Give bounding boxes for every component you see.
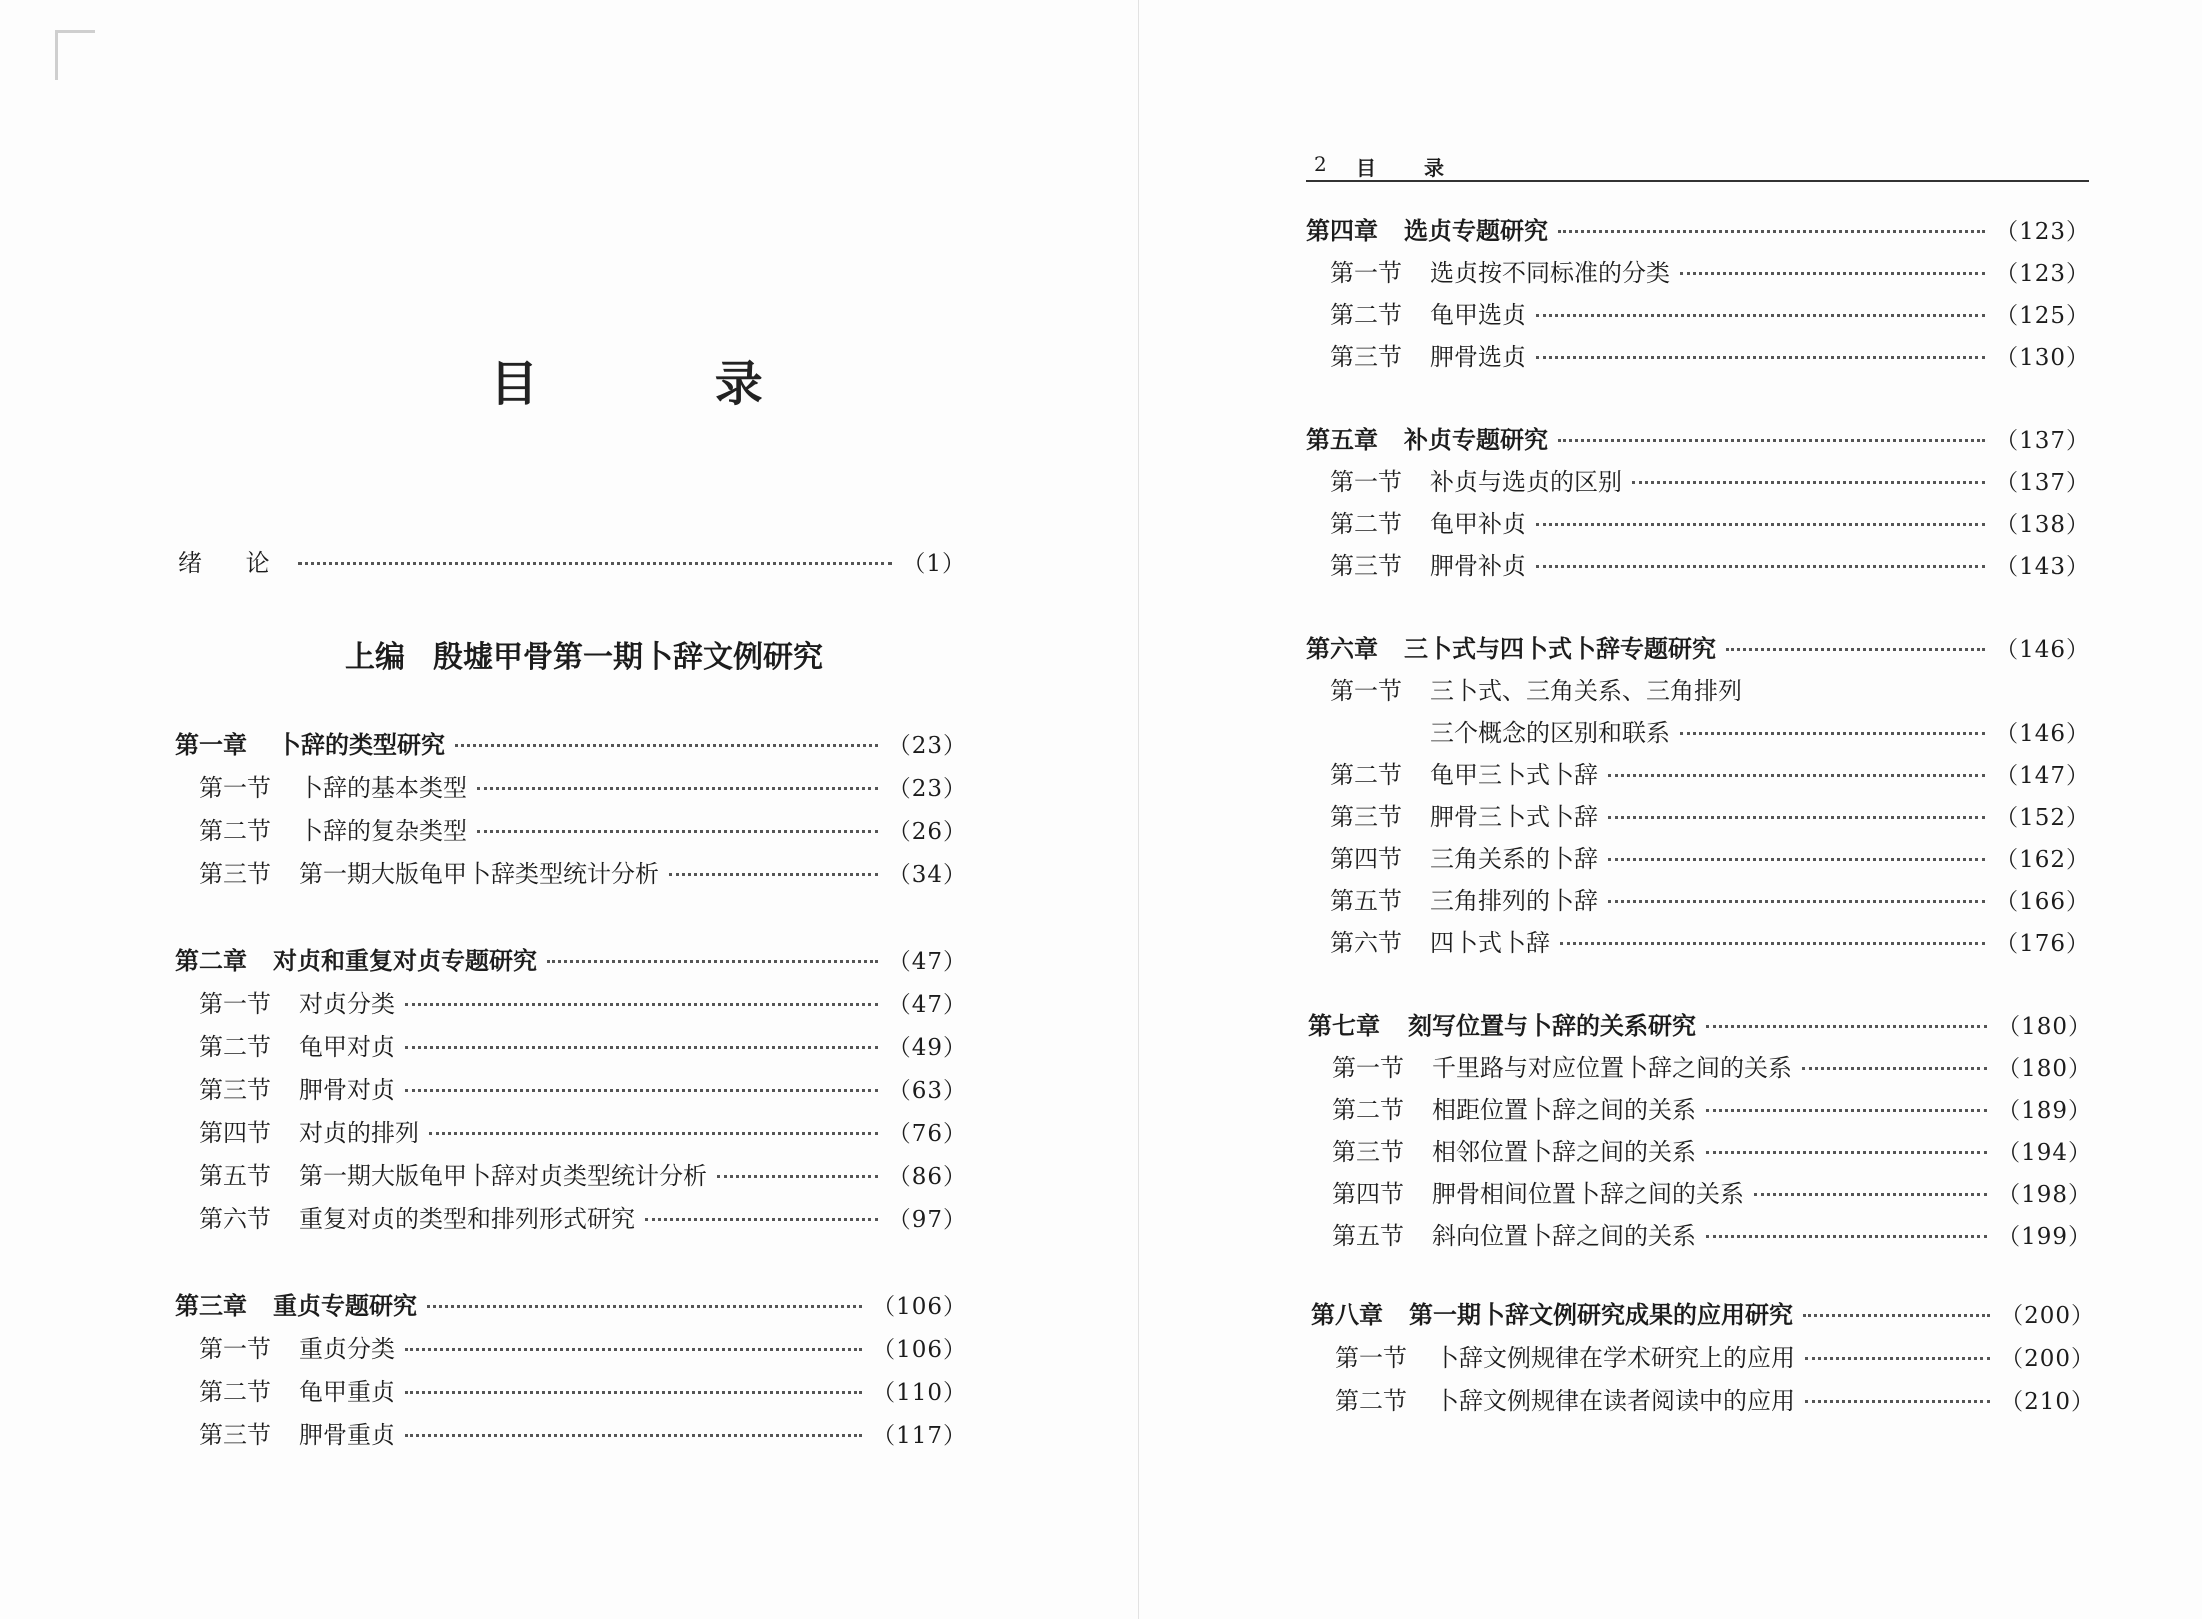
- page-number: （162）: [1995, 847, 2090, 873]
- section-label: 第二节: [1332, 1096, 1404, 1124]
- toc-chapter-row[interactable]: [1311, 1300, 2095, 1331]
- section-label: 第二节: [1330, 761, 1402, 789]
- section-title: 胛骨对贞: [299, 1076, 395, 1104]
- section-label: 第四节: [1332, 1180, 1404, 1208]
- section-title: 对贞分类: [299, 990, 395, 1018]
- toc-section-row[interactable]: [199, 816, 967, 847]
- section-label: 第三节: [1330, 552, 1402, 580]
- chapter-label: 第八章: [1311, 1300, 1383, 1329]
- dot-leader: [429, 1132, 878, 1135]
- dot-leader: [1536, 565, 1985, 568]
- page-number: （47）: [887, 992, 967, 1018]
- page-number: （180）: [1997, 1014, 2092, 1040]
- chapter-label: 第三章: [175, 1291, 247, 1320]
- toc-chapter-row[interactable]: [1308, 1011, 2092, 1042]
- section-label: 第三节: [1330, 343, 1402, 371]
- page-number: （23）: [887, 733, 967, 759]
- toc-section-row[interactable]: [199, 773, 967, 804]
- chapter-label: 第六章: [1306, 634, 1378, 663]
- section-title: 胛骨相间位置卜辞之间的关系: [1432, 1180, 1744, 1208]
- dot-leader: [1706, 1151, 1987, 1154]
- section-title: 龟甲选贞: [1430, 301, 1526, 329]
- section-title: 卜辞文例规律在学术研究上的应用: [1435, 1344, 1795, 1372]
- section-title: 胛骨补贞: [1430, 552, 1526, 580]
- corner-mark: [55, 30, 58, 80]
- chapter-title: 三卜式与四卜式卜辞专题研究: [1404, 634, 1716, 663]
- toc-section-row[interactable]: [199, 1161, 967, 1192]
- toc-section-row[interactable]: [1330, 258, 2090, 289]
- section-label: 第一节: [1330, 259, 1402, 287]
- dot-leader: [547, 960, 878, 963]
- toc-section-row[interactable]: [199, 1204, 967, 1235]
- page-number: （194）: [1997, 1140, 2092, 1166]
- toc-chapter-row[interactable]: [1306, 216, 2090, 247]
- dot-leader: [427, 1305, 862, 1308]
- page-number: （117）: [872, 1423, 967, 1449]
- corner-mark: [55, 30, 95, 33]
- section-label: 第三节: [1332, 1138, 1404, 1166]
- toc-section-row[interactable]: [1332, 1095, 2092, 1126]
- section-title: 三角排列的卜辞: [1430, 887, 1598, 915]
- page-number: （47）: [887, 949, 967, 975]
- dot-leader: [1726, 648, 1985, 651]
- toc-section-row[interactable]: [199, 1075, 967, 1106]
- dot-leader: [1754, 1193, 1987, 1196]
- chapter-title: 第一期卜辞文例研究成果的应用研究: [1409, 1300, 1793, 1329]
- dot-leader: [1803, 1314, 1990, 1317]
- dot-leader: [405, 1003, 878, 1006]
- section-title: 四卜式卜辞: [1430, 929, 1550, 957]
- toc-chapter-row[interactable]: [175, 946, 967, 977]
- section-label: 第五节: [1332, 1222, 1404, 1250]
- dot-leader: [1608, 858, 1985, 861]
- toc-chapter-row[interactable]: [175, 730, 967, 761]
- toc-section-row[interactable]: [1330, 928, 2090, 959]
- section-label: 第五节: [1330, 887, 1402, 915]
- section-label: 第五节: [199, 1162, 271, 1190]
- toc-section-row[interactable]: [199, 1377, 967, 1408]
- toc-section-row[interactable]: [199, 1334, 967, 1365]
- section-title: 斜向位置卜辞之间的关系: [1432, 1222, 1696, 1250]
- page-number: （125）: [1995, 303, 2090, 329]
- section-title: 龟甲对贞: [299, 1033, 395, 1061]
- section-title: 龟甲三卜式卜辞: [1430, 761, 1598, 789]
- dot-leader: [477, 830, 878, 833]
- dot-leader: [1560, 942, 1985, 945]
- section-label: 第一节: [1332, 1054, 1404, 1082]
- toc-chapter-row[interactable]: [1306, 425, 2090, 456]
- page-number: （26）: [887, 819, 967, 845]
- dot-leader: [1608, 774, 1985, 777]
- part-title: [345, 632, 823, 676]
- section-label: 第三节: [1330, 803, 1402, 831]
- section-label: 第二节: [199, 817, 271, 845]
- section-label: 第三节: [199, 1076, 271, 1104]
- section-label: 第二节: [1330, 510, 1402, 538]
- section-label: 第一节: [1330, 677, 1402, 705]
- dot-leader: [298, 562, 893, 565]
- dot-leader: [405, 1089, 878, 1092]
- page-number: （146）: [1995, 637, 2090, 663]
- toc-title: 目 录: [490, 356, 843, 412]
- toc-section-row[interactable]: [1332, 1137, 2092, 1168]
- toc-section-row[interactable]: [1330, 760, 2090, 791]
- dot-leader: [1680, 272, 1985, 275]
- page-number: （63）: [887, 1078, 967, 1104]
- chapter-title: 重贞专题研究: [273, 1291, 417, 1320]
- toc-intro-row[interactable]: [178, 548, 966, 579]
- section-label: 第四节: [1330, 845, 1402, 873]
- toc-section-row-continued[interactable]: [1430, 718, 2090, 749]
- toc-section-row[interactable]: [199, 1032, 967, 1063]
- toc-section-row[interactable]: [1335, 1386, 2095, 1417]
- section-label: 第二节: [1335, 1387, 1407, 1415]
- chapter-title: 补贞专题研究: [1404, 425, 1548, 454]
- header-word: 目: [1356, 156, 1376, 180]
- part-name: 殷墟甲骨第一期卜辞文例研究: [433, 640, 823, 675]
- header-page-number: 2: [1314, 152, 1327, 176]
- section-title: 对贞的排列: [299, 1119, 419, 1147]
- header-word: 录: [1424, 156, 1444, 180]
- section-label: 第三节: [199, 860, 271, 888]
- dot-leader: [477, 787, 878, 790]
- toc-section-row[interactable]: [1330, 551, 2090, 582]
- page-number: （123）: [1995, 261, 2090, 287]
- page-number: （130）: [1995, 345, 2090, 371]
- section-title: 补贞与选贞的区别: [1430, 468, 1622, 496]
- section-label: 第二节: [199, 1033, 271, 1061]
- toc-section-row[interactable]: [1335, 1343, 2095, 1374]
- toc-section-row[interactable]: [1330, 300, 2090, 331]
- chapter-title: 对贞和重复对贞专题研究: [273, 946, 537, 975]
- section-title: 第一期大版龟甲卜辞对贞类型统计分析: [299, 1162, 707, 1190]
- section-label: 第四节: [199, 1119, 271, 1147]
- dot-leader: [405, 1348, 862, 1351]
- section-label: 第一节: [1330, 468, 1402, 496]
- page-number: （23）: [887, 776, 967, 802]
- chapter-label: 第一章: [175, 730, 247, 759]
- page-number: （49）: [887, 1035, 967, 1061]
- dot-leader: [1680, 732, 1985, 735]
- chapter-title: 选贞专题研究: [1404, 216, 1548, 245]
- page-number: （143）: [1995, 554, 2090, 580]
- toc-section-row[interactable]: [1330, 676, 2090, 706]
- section-label: 第二节: [1330, 301, 1402, 329]
- dot-leader: [1536, 356, 1985, 359]
- dot-leader: [1802, 1067, 1987, 1070]
- section-title: 重复对贞的类型和排列形式研究: [299, 1205, 635, 1233]
- section-label: 第一节: [199, 774, 271, 802]
- dot-leader: [405, 1434, 862, 1437]
- page-number: （86）: [887, 1164, 967, 1190]
- page-number: （210）: [2000, 1389, 2095, 1415]
- dot-leader: [1536, 314, 1985, 317]
- dot-leader: [717, 1175, 878, 1178]
- section-title: 胛骨选贞: [1430, 343, 1526, 371]
- toc-section-row[interactable]: [1330, 844, 2090, 875]
- toc-section-row[interactable]: [1330, 509, 2090, 540]
- section-label: 第一节: [199, 1335, 271, 1363]
- chapter-label: 第四章: [1306, 216, 1378, 245]
- toc-section-row[interactable]: [1330, 467, 2090, 498]
- dot-leader: [1536, 523, 1985, 526]
- chapter-label: 第七章: [1308, 1011, 1380, 1040]
- page-number: （147）: [1995, 763, 2090, 789]
- dot-leader: [1608, 816, 1985, 819]
- section-title: 卜辞的基本类型: [299, 774, 467, 802]
- page-number: （180）: [1997, 1056, 2092, 1082]
- dot-leader: [405, 1046, 878, 1049]
- dot-leader: [1608, 900, 1985, 903]
- page-number: （146）: [1995, 721, 2090, 747]
- page-number: （138）: [1995, 512, 2090, 538]
- toc-section-row[interactable]: [1330, 342, 2090, 373]
- section-title: 相邻位置卜辞之间的关系: [1432, 1138, 1696, 1166]
- page-number: （198）: [1997, 1182, 2092, 1208]
- toc-section-row[interactable]: [1330, 886, 2090, 917]
- toc-section-row[interactable]: [199, 859, 967, 890]
- section-label: 第三节: [199, 1421, 271, 1449]
- page-number: （1）: [902, 551, 966, 577]
- section-title: 龟甲补贞: [1430, 510, 1526, 538]
- section-title: 胛骨重贞: [299, 1421, 395, 1449]
- intro-label: 绪 论: [178, 549, 288, 577]
- dot-leader: [1558, 230, 1985, 233]
- dot-leader: [1805, 1357, 1990, 1360]
- section-title: 第一期大版龟甲卜辞类型统计分析: [299, 860, 659, 888]
- section-title: 龟甲重贞: [299, 1378, 395, 1406]
- toc-section-row[interactable]: [1332, 1221, 2092, 1252]
- section-title: 千里路与对应位置卜辞之间的关系: [1432, 1054, 1792, 1082]
- section-title: 重贞分类: [299, 1335, 395, 1363]
- page-number: （137）: [1995, 470, 2090, 496]
- toc-chapter-row[interactable]: [1306, 634, 2090, 665]
- section-title: 三角关系的卜辞: [1430, 845, 1598, 873]
- dot-leader: [405, 1391, 862, 1394]
- page-number: （97）: [887, 1207, 967, 1233]
- page-number: （166）: [1995, 889, 2090, 915]
- dot-leader: [1706, 1025, 1987, 1028]
- page-number: （199）: [1997, 1224, 2092, 1250]
- section-label: 第六节: [199, 1205, 271, 1233]
- toc-section-row[interactable]: [1330, 802, 2090, 833]
- dot-leader: [1558, 439, 1985, 442]
- dot-leader: [455, 744, 878, 747]
- dot-leader: [669, 873, 878, 876]
- page-number: （200）: [2000, 1346, 2095, 1372]
- section-label: 第一节: [1335, 1344, 1407, 1372]
- page-number: （200）: [2000, 1303, 2095, 1329]
- dot-leader: [1706, 1109, 1987, 1112]
- section-title: 卜辞的复杂类型: [299, 817, 467, 845]
- page-number: （189）: [1997, 1098, 2092, 1124]
- page-number: （106）: [872, 1337, 967, 1363]
- dot-leader: [1805, 1400, 1990, 1403]
- chapter-label: 第五章: [1306, 425, 1378, 454]
- page-number: （123）: [1995, 219, 2090, 245]
- part-prefix: 上编: [345, 640, 405, 675]
- dot-leader: [1632, 481, 1985, 484]
- page-number: （176）: [1995, 931, 2090, 957]
- page-number: （110）: [872, 1380, 967, 1406]
- section-title: 选贞按不同标准的分类: [1430, 259, 1670, 287]
- toc-section-row[interactable]: [1332, 1179, 2092, 1210]
- chapter-title: 刻写位置与卜辞的关系研究: [1408, 1011, 1696, 1040]
- page-number: （152）: [1995, 805, 2090, 831]
- section-label: 第一节: [199, 990, 271, 1018]
- dot-leader: [645, 1218, 878, 1221]
- dot-leader: [1706, 1235, 1987, 1238]
- section-title: 卜辞文例规律在读者阅读中的应用: [1435, 1387, 1795, 1415]
- toc-section-row[interactable]: [199, 989, 967, 1020]
- page-number: （106）: [872, 1294, 967, 1320]
- section-label: 第六节: [1330, 929, 1402, 957]
- section-title: 三卜式、三角关系、三角排列: [1430, 677, 1742, 705]
- page-number: （34）: [887, 862, 967, 888]
- toc-section-row[interactable]: [199, 1118, 967, 1149]
- chapter-label: 第二章: [175, 946, 247, 975]
- chapter-title: 卜辞的类型研究: [277, 730, 445, 759]
- toc-section-row[interactable]: [1332, 1053, 2092, 1084]
- section-label: 第二节: [199, 1378, 271, 1406]
- section-title: 胛骨三卜式卜辞: [1430, 803, 1598, 831]
- toc-chapter-row[interactable]: [175, 1291, 967, 1322]
- page-number: （137）: [1995, 428, 2090, 454]
- section-title: 相距位置卜辞之间的关系: [1432, 1096, 1696, 1124]
- toc-section-row[interactable]: [199, 1420, 967, 1451]
- page-number: （76）: [887, 1121, 967, 1147]
- section-title: 三个概念的区别和联系: [1430, 719, 1670, 747]
- running-header: [1306, 148, 2089, 182]
